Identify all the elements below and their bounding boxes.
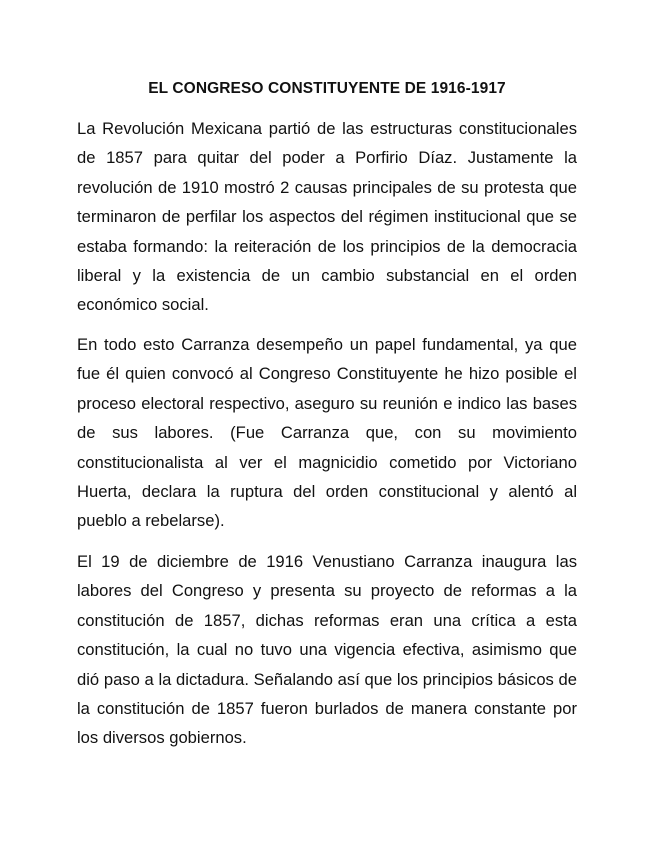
document-title: EL CONGRESO CONSTITUYENTE DE 1916-1917: [148, 80, 506, 97]
paragraph-2: En todo esto Carranza desempeño un papel fundamental, ya que fue él quien convocó al Congreso Constituyente he hizo posible el proceso electoral respectivo, aseguro su reunión e indico las bases de sus labores. (Fue Carranza que, con su movimiento constitucionalista al ver el magnicidio cometido por Victoriano Huerta, declara la ruptura del orden constitucional y alentó al pueblo a rebelarse).: [77, 335, 577, 531]
paragraph-3: El 19 de diciembre de 1916 Venustiano Carranza inaugura las labores del Congreso y presenta su proyecto de reformas a la constitución de 1857, dichas reformas eran una crítica a esta constitución, la cual no tuvo una vigencia efectiva, asimismo que dió paso a la dictadura. Señalando así que los principios básicos de la constitución de 1857 fueron burlados de manera constante por los diversos gobiernos.: [77, 552, 577, 748]
paragraph-1: La Revolución Mexicana partió de las estructuras constitucionales de 1857 para quitar del poder a Porfirio Díaz. Justamente la revolución de 1910 mostró 2 causas principales de su protesta que terminaron de perfilar los aspectos del régimen institucional que se estaba formando: la reiteración de los principios de la democracia liberal y la existencia de un cambio substancial en el orden económico social.: [77, 119, 577, 315]
